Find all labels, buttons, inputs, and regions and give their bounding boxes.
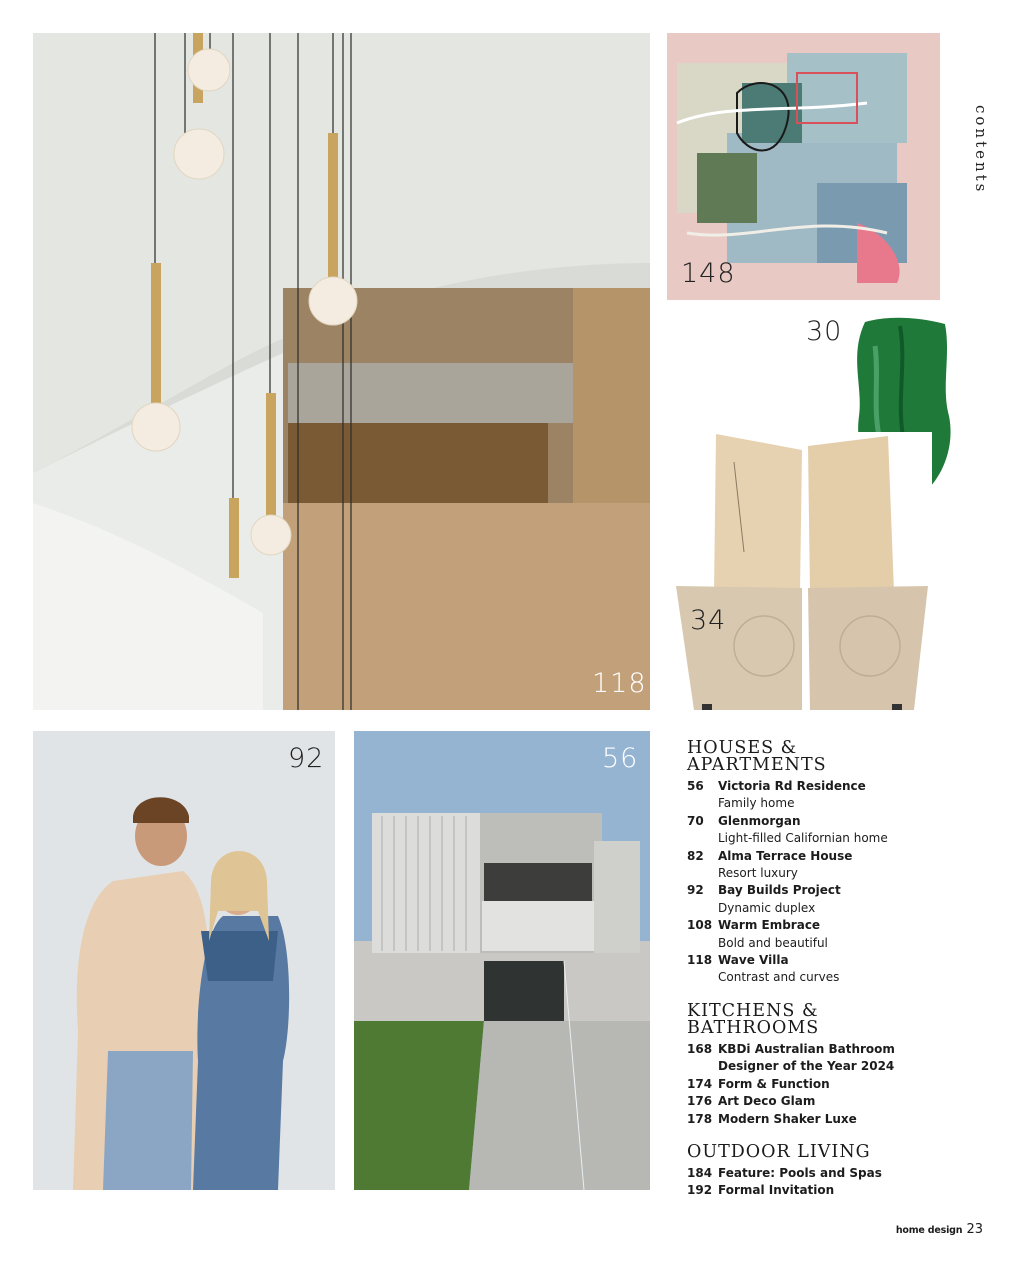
toc-entry-subtitle: Dynamic duplex <box>718 900 816 915</box>
toc-entry-page: 92 <box>687 883 704 898</box>
toc-entry-subtitle: Resort luxury <box>718 866 798 881</box>
toc-entry-title-line2: Designer of the Year 2024 <box>718 1059 895 1074</box>
toc-entry-title: Feature: Pools and Spas <box>718 1165 882 1180</box>
toc-entry-page: 176 <box>687 1094 713 1109</box>
toc-entry[interactable] <box>687 952 987 987</box>
toc-entry[interactable] <box>687 1111 987 1128</box>
toc-entry-title: Glenmorgan <box>718 813 801 828</box>
page-number-56: 56 <box>602 743 639 774</box>
toc-entry-title: Bay Builds Project <box>718 883 841 898</box>
page-number-30: 30 <box>806 316 843 347</box>
toc-entry-page: 178 <box>687 1111 713 1126</box>
toc-entry[interactable] <box>687 778 987 813</box>
toc-entry-subtitle: Family home <box>718 796 795 811</box>
section-title-outdoor: OUTDOOR LIVING <box>687 1141 871 1162</box>
toc-entry-title: KBDi Australian Bathroom <box>718 1041 895 1056</box>
toc-entry-title: Modern Shaker Luxe <box>718 1111 857 1126</box>
toc-entry-page: 70 <box>687 813 704 828</box>
page-number-34: 34 <box>690 605 727 636</box>
toc-entry-subtitle: Bold and beautiful <box>718 935 828 950</box>
toc-entry[interactable] <box>687 848 987 883</box>
toc-entry-page: 118 <box>687 953 713 968</box>
toc-entry[interactable] <box>687 813 987 848</box>
toc-entry-title: Alma Terrace House <box>718 848 853 863</box>
magazine-brand: home design <box>895 1225 963 1236</box>
toc-entry[interactable] <box>687 1041 987 1076</box>
photo-chairs <box>674 432 932 712</box>
page-number: 23 <box>966 1222 983 1237</box>
toc-entry-title: Formal Invitation <box>718 1183 835 1198</box>
toc-entry-title: Wave Villa <box>718 953 789 968</box>
photo-stair-kitchen <box>33 33 650 710</box>
toc-entry-page: 184 <box>687 1165 713 1180</box>
section-title-kitchens: KITCHENS & BATHROOMS <box>687 1000 820 1038</box>
page-number-148: 148 <box>681 258 736 289</box>
toc-entry[interactable] <box>687 917 987 952</box>
page-number-92: 92 <box>288 743 325 774</box>
contents-side-label: contents <box>972 105 990 195</box>
toc-entry-page: 108 <box>687 918 713 933</box>
toc-entry-title: Form & Function <box>718 1076 830 1091</box>
photo-couple <box>33 731 335 1190</box>
table-of-contents <box>687 740 987 1200</box>
toc-entry-title: Warm Embrace <box>718 918 821 933</box>
photo-house <box>354 731 650 1190</box>
section-title-houses: HOUSES & APARTMENTS <box>687 738 827 775</box>
toc-entry[interactable] <box>687 1165 987 1182</box>
toc-entry[interactable] <box>687 1182 987 1199</box>
toc-entry-title: Art Deco Glam <box>718 1094 816 1109</box>
toc-entry-page: 174 <box>687 1076 713 1091</box>
toc-entry-page: 168 <box>687 1041 713 1056</box>
toc-entry[interactable] <box>687 1093 987 1110</box>
page-footer <box>896 1222 983 1237</box>
toc-entry-page: 56 <box>687 779 704 793</box>
page-number-118: 118 <box>592 668 647 699</box>
toc-entry[interactable] <box>687 1076 987 1093</box>
toc-entry[interactable] <box>687 882 987 917</box>
toc-entry-subtitle: Light-filled Californian home <box>718 831 888 846</box>
toc-entry-title: Victoria Rd Residence <box>718 779 866 793</box>
toc-entry-subtitle: Contrast and curves <box>718 970 840 985</box>
toc-entry-page: 82 <box>687 848 704 863</box>
toc-entry-page: 192 <box>687 1183 713 1198</box>
